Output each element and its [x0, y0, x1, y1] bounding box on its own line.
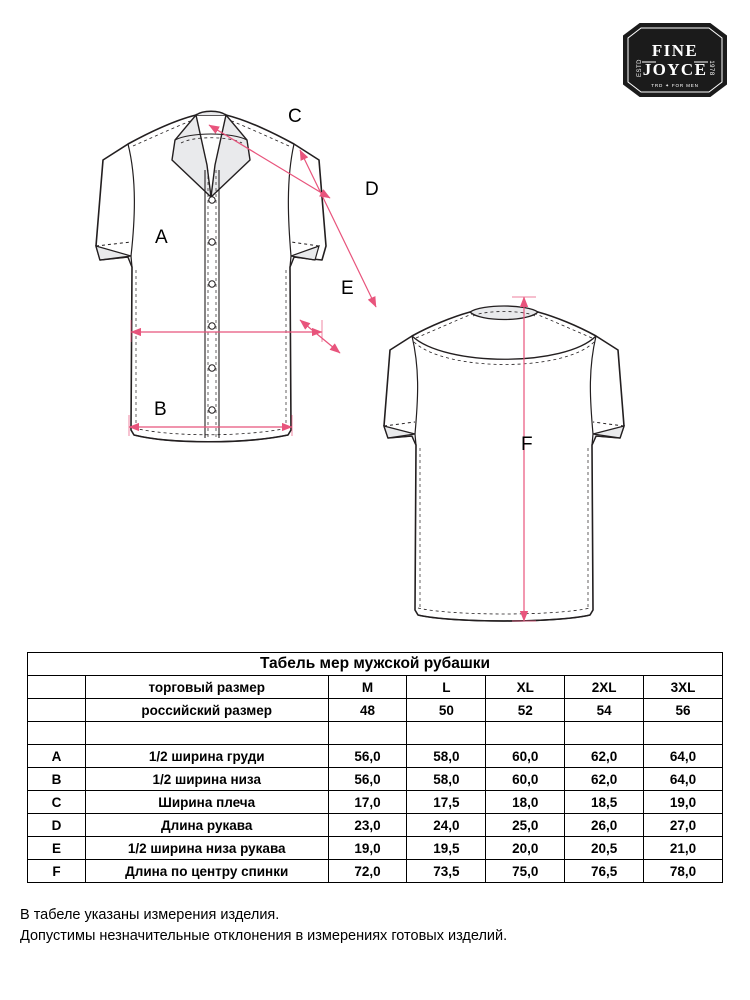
table-title-row	[28, 653, 723, 676]
dimension-label-B: B	[154, 399, 167, 420]
spacer-cell-6	[565, 722, 644, 745]
row-value-l: 24,0	[407, 814, 486, 837]
row-value-3xl: 19,0	[644, 791, 723, 814]
trade-size-3xl: 3XL	[644, 676, 723, 699]
row-letter: F	[28, 860, 86, 883]
shirt-front-view	[96, 111, 326, 442]
row-value-xl: 75,0	[486, 860, 565, 883]
shirt-back-view	[384, 306, 624, 621]
row-value-3xl: 21,0	[644, 837, 723, 860]
spacer-cell-4	[407, 722, 486, 745]
row-value-xl: 20,0	[486, 837, 565, 860]
russian-size-48: 48	[328, 699, 407, 722]
logo-estd-text: ESTD	[637, 58, 643, 78]
row-value-l: 58,0	[407, 745, 486, 768]
row-value-2xl: 62,0	[565, 745, 644, 768]
row-letter: C	[28, 791, 86, 814]
trade-size-l: L	[407, 676, 486, 699]
row-desc: Длина по центру спинки	[85, 860, 328, 883]
row-value-xl: 25,0	[486, 814, 565, 837]
size-table-container	[27, 652, 723, 883]
russian-size-56: 56	[644, 699, 723, 722]
trade-size-2xl: 2XL	[565, 676, 644, 699]
logo-line1-text: FINE	[651, 41, 699, 60]
dimension-label-C: C	[288, 106, 302, 127]
row-value-3xl: 78,0	[644, 860, 723, 883]
row-value-xl: 60,0	[486, 745, 565, 768]
spacer-cell-2	[85, 722, 328, 745]
row-value-l: 17,5	[407, 791, 486, 814]
table-title: Табель мер мужской рубашки	[28, 653, 723, 676]
row-desc: 1/2 ширина низа	[85, 768, 328, 791]
row-value-2xl: 76,5	[565, 860, 644, 883]
dimension-label-F: F	[521, 434, 533, 455]
row-desc: 1/2 ширина низа рукава	[85, 837, 328, 860]
footnotes	[20, 905, 730, 947]
row-letter: E	[28, 837, 86, 860]
cell-empty-2	[28, 699, 86, 722]
table-row	[28, 791, 723, 814]
spacer-cell-1	[28, 722, 86, 745]
dimension-label-E: E	[341, 278, 354, 299]
logo-line2-text: JOYCE	[642, 60, 708, 79]
row-value-m: 23,0	[328, 814, 407, 837]
row-value-2xl: 26,0	[565, 814, 644, 837]
table-row	[28, 837, 723, 860]
russian-size-50: 50	[407, 699, 486, 722]
row-desc: Длина рукава	[85, 814, 328, 837]
dimension-label-D: D	[365, 179, 379, 200]
trade-size-xl: XL	[486, 676, 565, 699]
shirt-measurement-diagram	[0, 70, 750, 650]
row-value-m: 56,0	[328, 745, 407, 768]
row-value-3xl: 64,0	[644, 768, 723, 791]
footnote-line-1: В табеле указаны измерения изделия.	[20, 907, 280, 923]
russian-size-52: 52	[486, 699, 565, 722]
table-row	[28, 745, 723, 768]
row-desc: 1/2 ширина груди	[85, 745, 328, 768]
row-value-2xl: 62,0	[565, 768, 644, 791]
row-value-m: 56,0	[328, 768, 407, 791]
row-value-m: 19,0	[328, 837, 407, 860]
row-value-l: 73,5	[407, 860, 486, 883]
cell-empty-1	[28, 676, 86, 699]
russian-size-54: 54	[565, 699, 644, 722]
row-value-xl: 18,0	[486, 791, 565, 814]
table-row	[28, 768, 723, 791]
row-value-3xl: 27,0	[644, 814, 723, 837]
row-letter: D	[28, 814, 86, 837]
footnote-line-2: Допустимы незначительные отклонения в измерениях готовых изделий.	[20, 928, 508, 944]
row-value-xl: 60,0	[486, 768, 565, 791]
row-value-m: 72,0	[328, 860, 407, 883]
table-row	[28, 860, 723, 883]
table-row-trade-size	[28, 676, 723, 699]
dimension-label-A: A	[155, 227, 168, 248]
row-desc: Ширина плеча	[85, 791, 328, 814]
row-value-3xl: 64,0	[644, 745, 723, 768]
size-table	[27, 652, 723, 883]
row-value-m: 17,0	[328, 791, 407, 814]
row-value-l: 19,5	[407, 837, 486, 860]
logo-sub-text: TRD ✦ FOR MEN	[651, 83, 699, 88]
row-value-l: 58,0	[407, 768, 486, 791]
row-value-2xl: 18,5	[565, 791, 644, 814]
russian-size-label: российский размер	[85, 699, 328, 722]
table-row-russian-size	[28, 699, 723, 722]
spacer-cell-5	[486, 722, 565, 745]
table-row	[28, 814, 723, 837]
trade-size-m: M	[328, 676, 407, 699]
row-value-2xl: 20,5	[565, 837, 644, 860]
logo-year-text: 1978	[708, 60, 714, 76]
spacer-cell-3	[328, 722, 407, 745]
row-letter: B	[28, 768, 86, 791]
trade-size-label: торговый размер	[85, 676, 328, 699]
table-spacer-row	[28, 722, 723, 745]
spacer-cell-7	[644, 722, 723, 745]
row-letter: A	[28, 745, 86, 768]
